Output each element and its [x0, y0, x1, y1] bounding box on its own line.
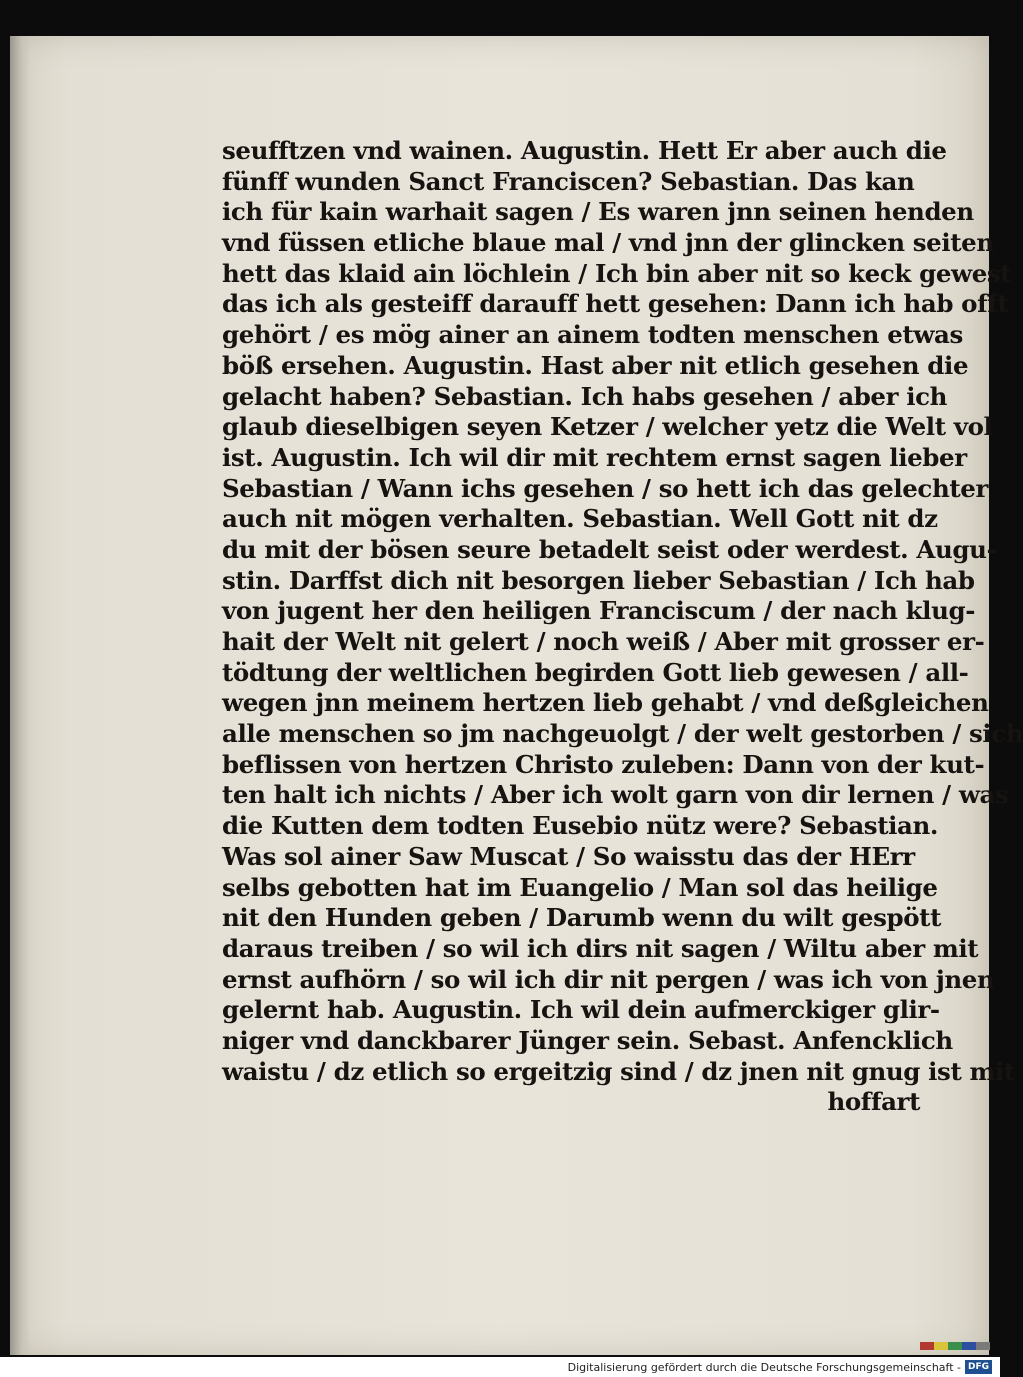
text-line: ernst aufhörn / so wil ich dir nit pergen / was ich von jnen — [222, 964, 995, 994]
text-line: die Kutten dem todten Eusebio nütz were? Sebastian. — [222, 811, 939, 841]
text-line: tödtung der weltlichen begirden Gott lieb gewesen / all- — [222, 657, 969, 687]
text-line: ich für kain warhait sagen / Es waren jnn seinen henden — [222, 197, 974, 227]
text-line: nit den Hunden geben / Darumb wenn du wilt gespött — [222, 903, 942, 933]
fraktur-text-block — [222, 136, 1023, 1118]
text-line: hait der Welt nit gelert / noch weiß / Aber mit grosser er- — [222, 627, 985, 656]
text-line: vnd füssen etliche blaue mal / vnd jnn der glincken seiten — [222, 228, 994, 258]
footer-bar — [0, 1357, 1000, 1377]
text-line: gehört / es mög ainer an ainem todten menschen etwas — [222, 320, 963, 350]
text-line: stin. Darffst dich nit besorgen lieber Sebastian / Ich hab — [222, 565, 975, 595]
text-line: fünff wunden Sanct Franciscen? Sebastian. Das kan — [222, 166, 915, 196]
text-line: niger vnd danckbarer Jünger sein. Sebast. Anfencklich — [222, 1025, 953, 1055]
text-line: gelernt hab. Augustin. Ich wil dein aufmerckiger glir- — [222, 995, 940, 1025]
dfg-logo-icon[interactable]: DFG — [965, 1360, 992, 1374]
text-line: ist. Augustin. Ich wil dir mit rechtem ernst sagen lieber — [222, 442, 967, 472]
text-line: glaub dieselbigen seyen Ketzer / welcher yetz die Welt vol — [222, 412, 993, 442]
text-line: wegen jnn meinem hertzen lieb gehabt / vnd deßgleichen — [222, 688, 989, 718]
text-line: hett das klaid ain löchlein / Ich bin aber nit so keck gewest — [222, 258, 1012, 288]
text-line: selbs gebotten hat im Euangelio / Man sol das heilige — [222, 872, 938, 902]
text-line: auch nit mögen verhalten. Sebastian. Well Gott nit dz — [222, 504, 938, 534]
page-gutter — [10, 36, 30, 1355]
text-line: das ich als gesteiff darauff hett gesehen: Dann ich hab offt — [222, 289, 1009, 319]
text-line: gelacht haben? Sebastian. Ich habs gesehen / aber ich — [222, 381, 948, 411]
catchword: hoffart — [827, 1087, 920, 1117]
text-line: von jugent her den heiligen Franciscum / der nach klug- — [222, 596, 975, 626]
text-line: ten halt ich nichts / Aber ich wolt garn von dir lernen / was — [222, 780, 1009, 810]
text-line: böß ersehen. Augustin. Hast aber nit etlich gesehen die — [222, 350, 969, 380]
text-line: waistu / dz etlich so ergeitzig sind / dz jnen nit gnug ist mit — [222, 1056, 1015, 1086]
text-line: Was sol ainer Saw Muscat / So waisstu das der HErr — [222, 841, 915, 871]
text-line: alle menschen so jm nachgeuolgt / der welt gestorben / sich — [222, 719, 1023, 749]
text-line: beflissen von hertzen Christo zuleben: Dann von der kut- — [222, 749, 985, 779]
scan-color-strip — [920, 1342, 990, 1350]
text-line: daraus treiben / so wil ich dirs nit sagen / Wiltu aber mit — [222, 933, 979, 963]
text-line: seufftzen vnd wainen. Augustin. Hett Er aber auch die — [222, 136, 947, 165]
footer-credit: Digitalisierung gefördert durch die Deutsche Forschungsgemeinschaft - — [567, 1360, 961, 1374]
book-page — [10, 36, 1023, 1355]
text-line: Sebastian / Wann ichs gesehen / so hett ich das gelechter — [222, 473, 988, 503]
text-line: du mit der bösen seure betadelt seist oder werdest. Augu- — [222, 534, 997, 564]
